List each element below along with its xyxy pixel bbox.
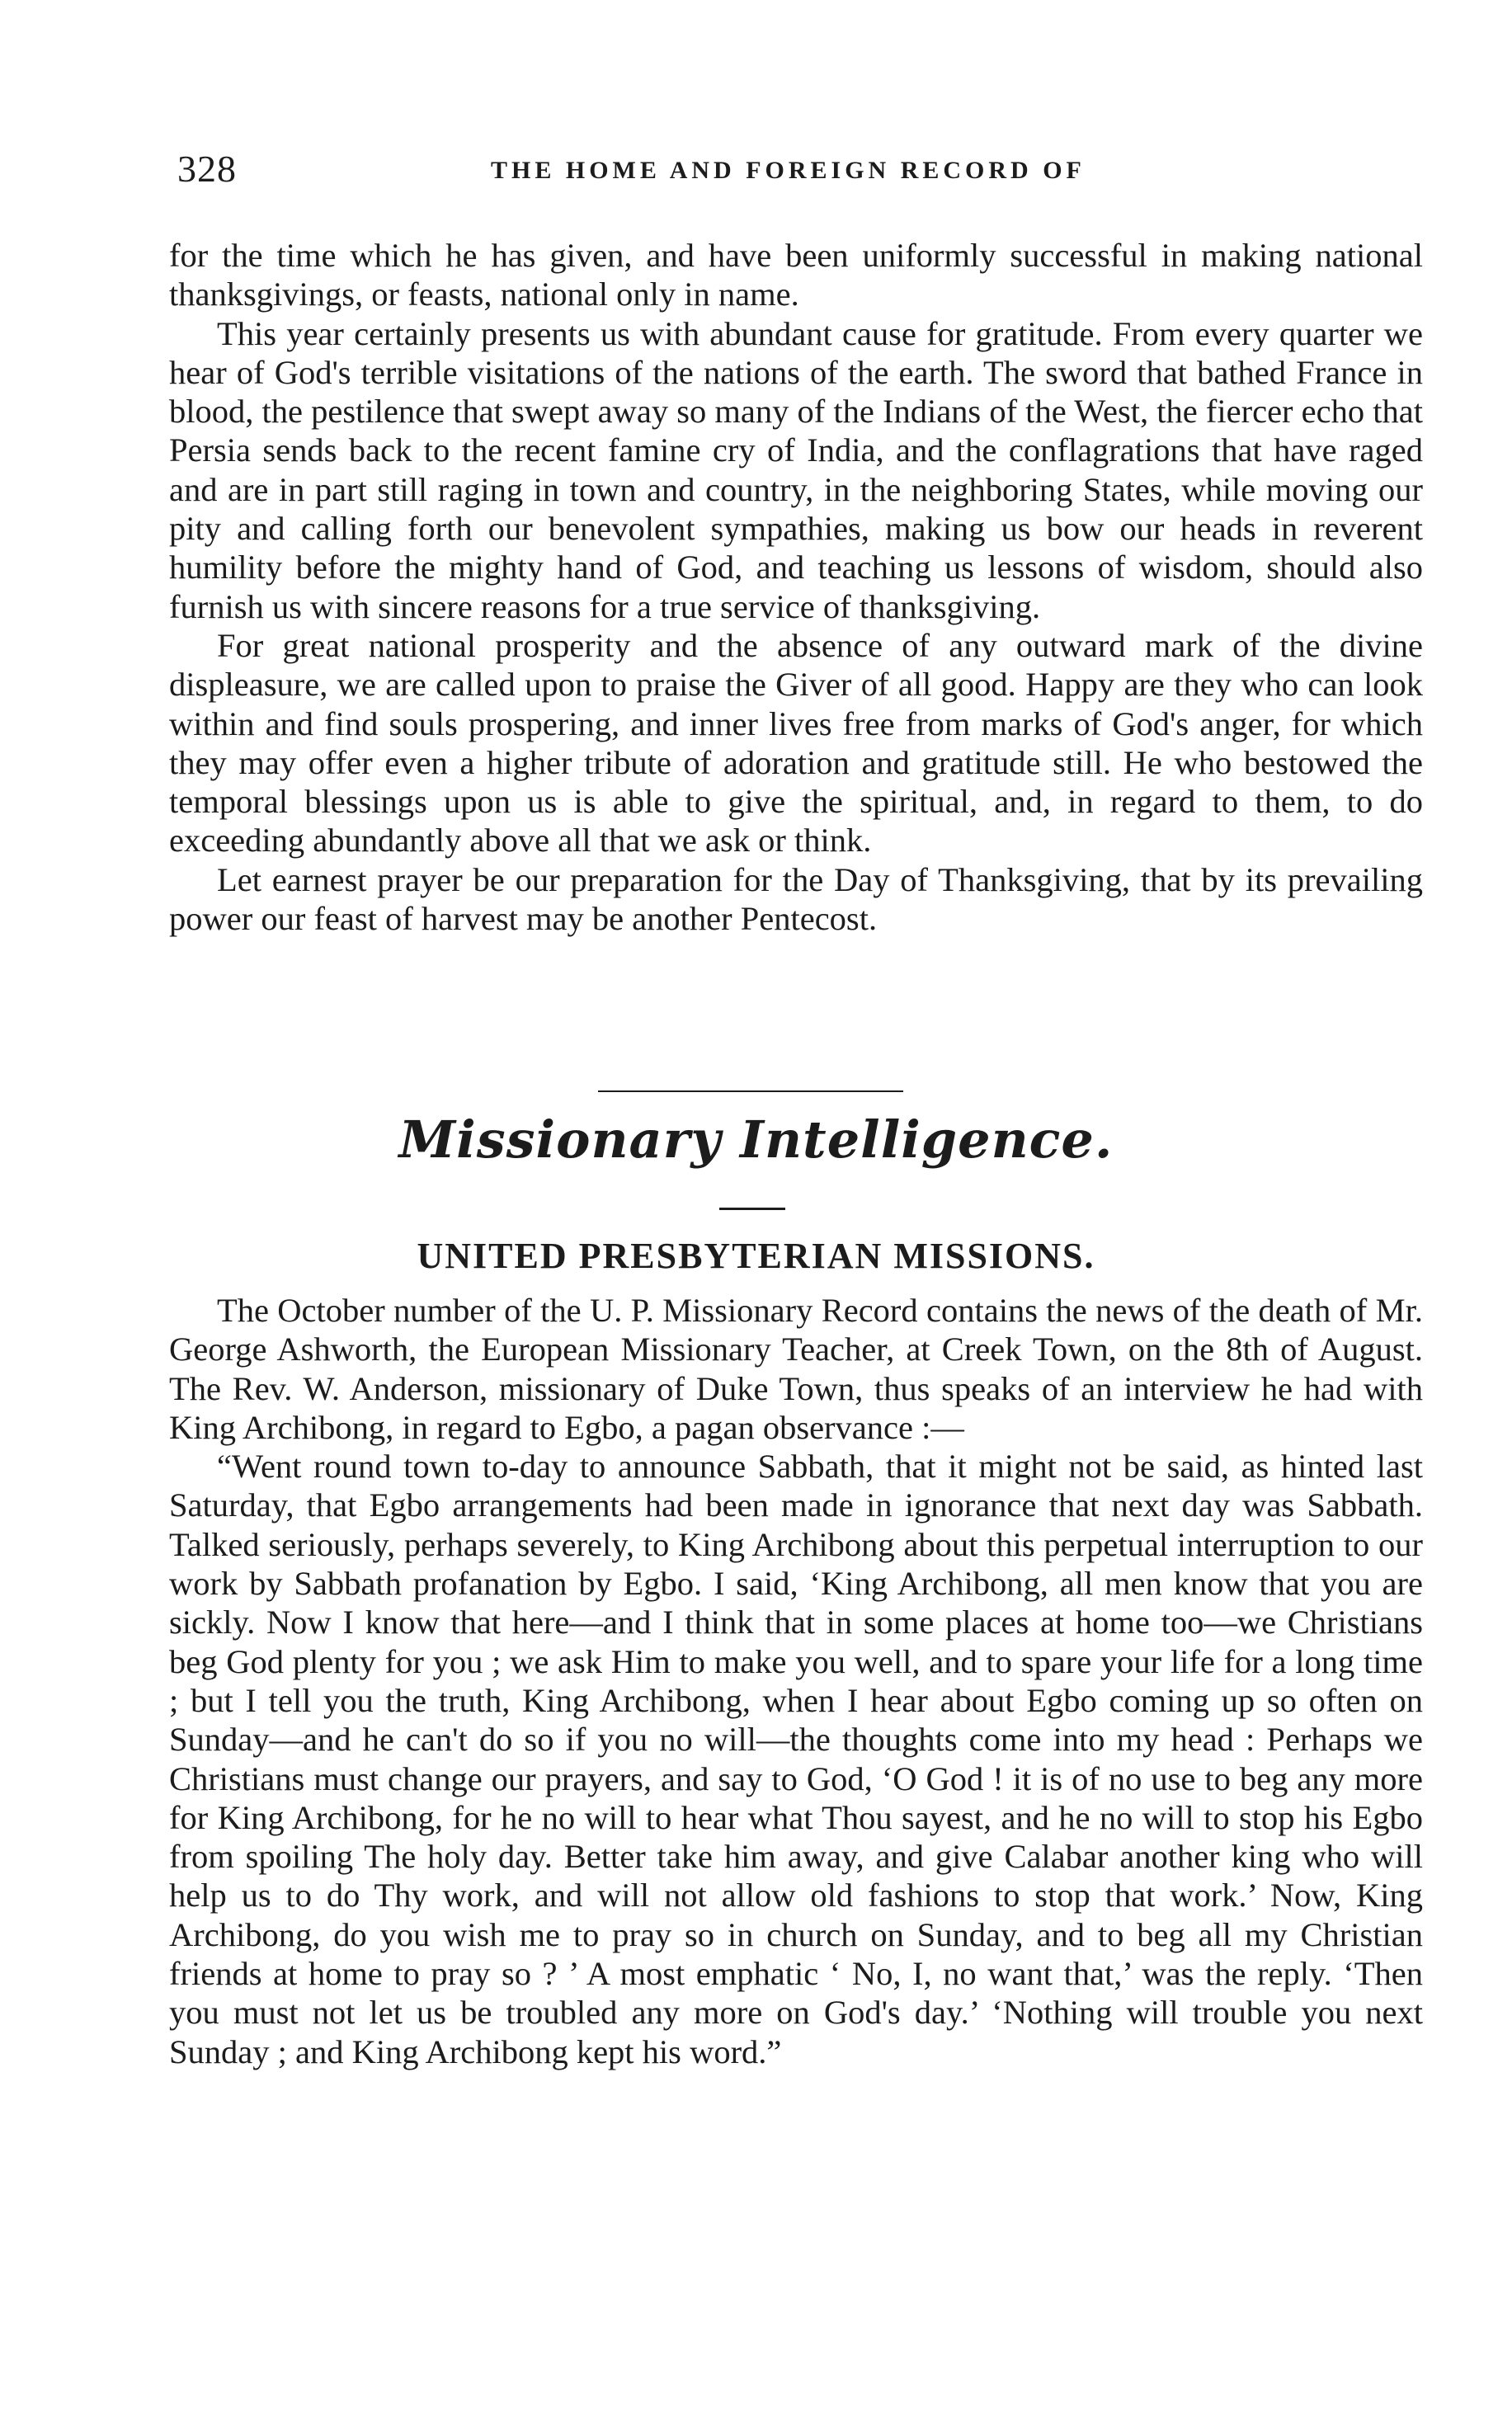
page-number: 328 [177,148,237,190]
paragraph: For great national prosperity and the absence of any outward mark of the divine displeasure, we are called upon to praise the Giver of all good. Happy are they who can look within and find souls prospering, and inner lives free from marks of God's anger, for which they may offer even a higher tribute of adoration and gratitude still. He who bestowed the temporal blessings upon us is able to give the spiritual, and, in regard to them, to do exceeding abundantly above all that we ask or think. [169,626,1423,860]
section-heading: Missionary Intelligence. [398,1109,1114,1170]
paragraph: The October number of the U. P. Missionary Record contains the news of the death of Mr. George Ashworth, the European Missionary Teacher, at Creek Town, on the 8th of August. The Rev. W. Anderson, missionary of Duke Town, thus speaks of an interview he had with King Archibong, in regard to Egbo, a pagan observance :— [169,1292,1423,1446]
paragraph: for the time which he has given, and have been uniformly successful in making national thanksgivings, or feasts, national only in name. [169,237,1423,313]
page-header [177,147,1431,196]
paragraph: This year certainly presents us with abundant cause for gratitude. From every quarter we hear of God's terrible visitations of the nations of the earth. The sword that bathed France in blood, the pestilence that swept away so many of the Indians of the West, the fiercer echo that Persia sends back to the recent famine cry of India, and the conflagrations that have raged and are in part still raging in town and country, in the neighboring States, while moving our pity and calling forth our benevolent sympathies, making us bow our heads in reverent humility before the mighty hand of God, and teaching us lessons of wisdom, should also furnish us with sincere reasons for a true service of thanksgiving. [169,314,1423,625]
heading-rule [719,1208,785,1210]
missionary-section [169,1291,1423,2071]
paragraph: “Went round town to-day to announce Sabbath, that it might not be said, as hinted last Saturday, that Egbo arrangements had been made in ignorance that next day was Sabbath. Talked seriously, perhaps severely, to King Archibong about this perpetual interruption to our work by Sabbath profanation by Egbo. I said, ‘King Archibong, all men know that you are sickly. Now I know that here—and I think that in some places at home too—we Christians beg God plenty for you ; we ask Him to make you well, and to spare your life for a long time ; but I tell you the truth, King Archibong, when I hear about Egbo coming up so often on Sunday—and he can't do so if you no will—the thoughts come into my head : Perhaps we Christians must change our prayers, and say to God, ‘O God ! it is of no use to beg any more for King Archibong, for he no will to hear what Thou sayest, and he no will to stop his Egbo from spoiling The holy day. Better take him away, and give Calabar another king who will help us to do Thy work, and will not allow old fashions to stop that work.’ Now, King Archibong, do you wish me to pray so in church on Sunday, and to beg all my Christian friends at home to pray so ? ’ A most emphatic ‘ No, I, no want that,’ was the reply. ‘Then you must not let us be troubled any more on God's day.’ ‘Nothing will trouble you next Sunday ; and King Archibong kept his word.” [169,1448,1423,2070]
paragraph: Let earnest prayer be our preparation for the Day of Thanksgiving, that by its prevailing power our feast of harvest may be another Pentecost. [169,860,1423,938]
subsection-heading: UNITED PRESBYTERIAN MISSIONS. [417,1236,1095,1276]
running-title: THE HOME AND FOREIGN RECORD OF [491,157,1086,184]
section-divider [598,1090,903,1092]
thanksgiving-section [169,236,1423,938]
